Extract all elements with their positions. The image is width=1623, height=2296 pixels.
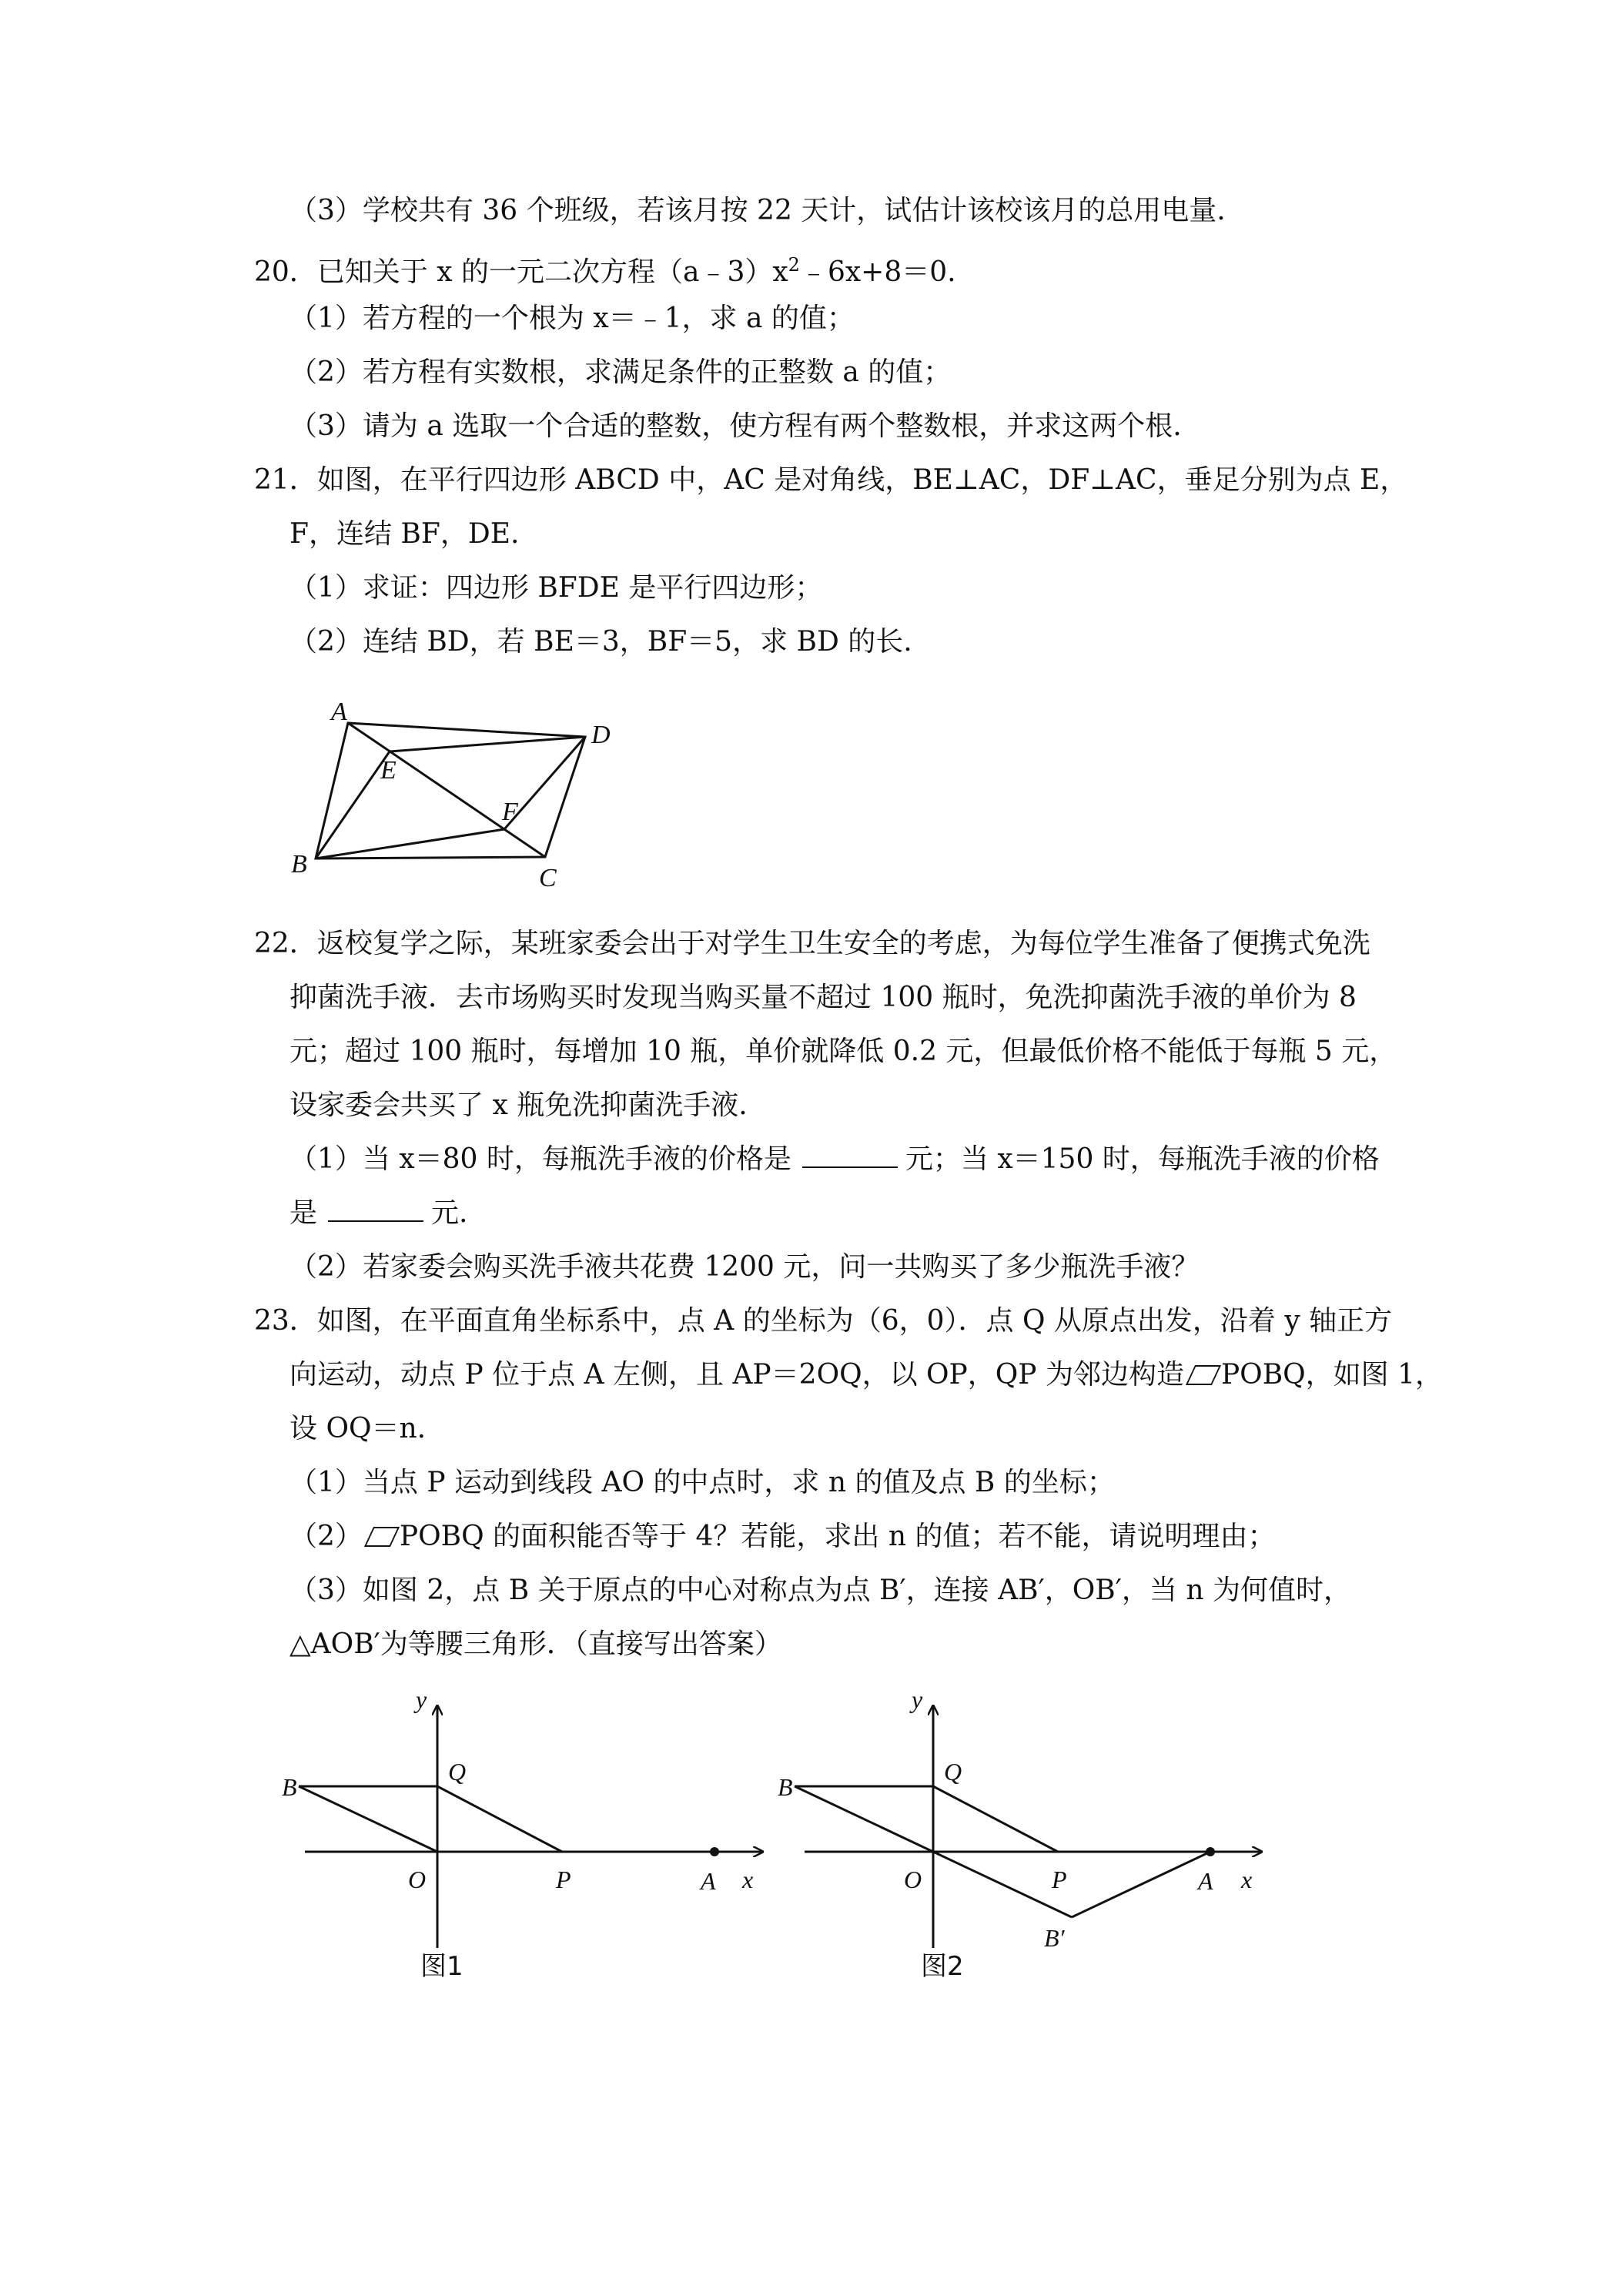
q22-part1-line1: [289, 1143, 1380, 1176]
segment-bf: [316, 829, 504, 858]
q23-stem-line1: 23．如图，在平面直角坐标系中，点 A 的坐标为（6，0）．点 Q 从原点出发，沿着 y 轴正方: [254, 1305, 1393, 1337]
q21-parallelogram-figure: [285, 697, 639, 897]
q23-figure-2: [762, 1686, 1301, 2010]
segment-qp: [933, 1786, 1058, 1852]
q20-stem-b: ﹣6x+8＝0.: [799, 256, 956, 288]
label-p: P: [556, 1866, 571, 1893]
fig1-caption: 图1: [420, 1951, 463, 1982]
q23-stem2-b: POBQ，如图 1，: [1220, 1359, 1444, 1391]
q23-stem2-a: 向运动，动点 P 位于点 A 左侧，且 AP＝2OQ，以 OP，QP 为邻边构造: [289, 1359, 1184, 1391]
label-b: B: [778, 1773, 793, 1801]
label-d: D: [591, 721, 611, 749]
q23-stem-line2: [289, 1358, 1443, 1392]
label-o: O: [408, 1866, 427, 1893]
q20-part1: （1）若方程的一个根为 x＝﹣1，求 a 的值；: [289, 303, 855, 334]
q22-part2: （2）若家委会购买洗手液共花费 1200 元，问一共购买了多少瓶洗手液？: [289, 1251, 1200, 1283]
label-a: A: [701, 1867, 716, 1895]
q23-figure-1: [277, 1686, 785, 2010]
q23-stem-line3: 设 OQ＝n.: [289, 1413, 427, 1444]
label-q: Q: [448, 1758, 467, 1786]
q20-part3: （3）请为 a 选取一个合适的整数，使方程有两个整数根，并求这两个根.: [289, 410, 1182, 442]
segment-bo: [299, 1786, 437, 1852]
q22-part1-line2: [289, 1197, 467, 1230]
q20-stem-sup: 2: [788, 254, 800, 276]
q23-part1: （1）当点 P 运动到线段 AO 的中点时，求 n 的值及点 B 的坐标；: [289, 1467, 1115, 1498]
q21-part2: （2）连结 BD，若 BE＝3，BF＝5，求 BD 的长.: [289, 626, 912, 658]
segment-be: [316, 751, 390, 858]
fig2-caption: 图2: [921, 1951, 964, 1982]
axis-label-x: x: [742, 1866, 754, 1893]
parallelogram-symbol-icon: [364, 1527, 400, 1547]
q21-stem-line2: F，连结 BF，DE.: [289, 518, 520, 550]
answer-blank-1[interactable]: [802, 1143, 898, 1168]
q23-part2-b: POBQ 的面积能否等于 4？若能，求出 n 的值；若不能，请说明理由；: [399, 1521, 1276, 1552]
q20-part2: （2）若方程有实数根，求满足条件的正整数 a 的值；: [289, 356, 952, 388]
label-q: Q: [944, 1758, 962, 1786]
label-b-prime: B′: [1044, 1924, 1065, 1952]
point-a-dot: [1206, 1847, 1215, 1856]
label-o: O: [904, 1866, 922, 1893]
label-b: B: [291, 850, 307, 879]
segment-qp: [437, 1786, 562, 1852]
q22-stem-line3: 元；超过 100 瓶时，每增加 10 瓶，单价就降低 0.2 元，但最低价格不能低于每瓶 5 元，: [289, 1036, 1397, 1067]
q20-stem: [254, 248, 956, 290]
axis-label-y: y: [416, 1685, 427, 1713]
axis-label-x: x: [1241, 1866, 1253, 1893]
q22-part1-c: 是: [289, 1197, 318, 1229]
label-e: E: [380, 756, 397, 785]
point-a-dot: [710, 1847, 719, 1856]
segment-ab-prime: [1072, 1852, 1210, 1917]
label-a: A: [1198, 1867, 1213, 1895]
label-a: A: [331, 698, 347, 726]
q20-stem-a: 20．已知关于 x 的一元二次方程（a﹣3）x: [254, 256, 788, 288]
q22-stem-line1: 22．返校复学之际，某班家委会出于对学生卫生安全的考虑，为每位学生准备了便携式免洗: [254, 928, 1370, 959]
q22-stem-line2: 抑菌洗手液．去市场购买时发现当购买量不超过 100 瓶时，免洗抑菌洗手液的单价为 8: [289, 982, 1357, 1013]
q23-part3-line2: △AOB′为等腰三角形．（直接写出答案）: [289, 1628, 782, 1660]
label-p: P: [1052, 1866, 1067, 1893]
q21-stem-line1: 21．如图，在平行四边形 ABCD 中，AC 是对角线，BE⊥AC，DF⊥AC，垂足分别为点 E，: [254, 464, 1408, 496]
label-c: C: [539, 864, 557, 892]
answer-blank-2[interactable]: [328, 1197, 423, 1222]
q22-part1-b: 元；当 x＝150 时，每瓶洗手液的价格: [905, 1143, 1380, 1175]
q21-part1: （1）求证：四边形 BFDE 是平行四边形；: [289, 572, 823, 604]
q23-part2: [289, 1520, 1275, 1554]
q22-part1-d: 元.: [431, 1197, 468, 1229]
q22-stem-line4: 设家委会共买了 x 瓶免洗抑菌洗手液.: [289, 1089, 748, 1121]
q19-part3: （3）学校共有 36 个班级，若该月按 22 天计，试估计该校该月的总用电量.: [289, 195, 1226, 226]
q22-part1-a: （1）当 x＝80 时，每瓶洗手液的价格是: [289, 1143, 791, 1175]
segment-de: [390, 737, 585, 751]
axis-label-y: y: [912, 1685, 923, 1713]
q23-part3-line1: （3）如图 2，点 B 关于原点的中心对称点为点 B′，连接 AB′，OB′，当 n 为何值时，: [289, 1575, 1351, 1606]
parallelogram-symbol-icon: [1186, 1365, 1221, 1385]
label-f: F: [502, 798, 518, 826]
label-b: B: [282, 1773, 297, 1801]
q23-part2-a: （2）: [289, 1521, 363, 1552]
